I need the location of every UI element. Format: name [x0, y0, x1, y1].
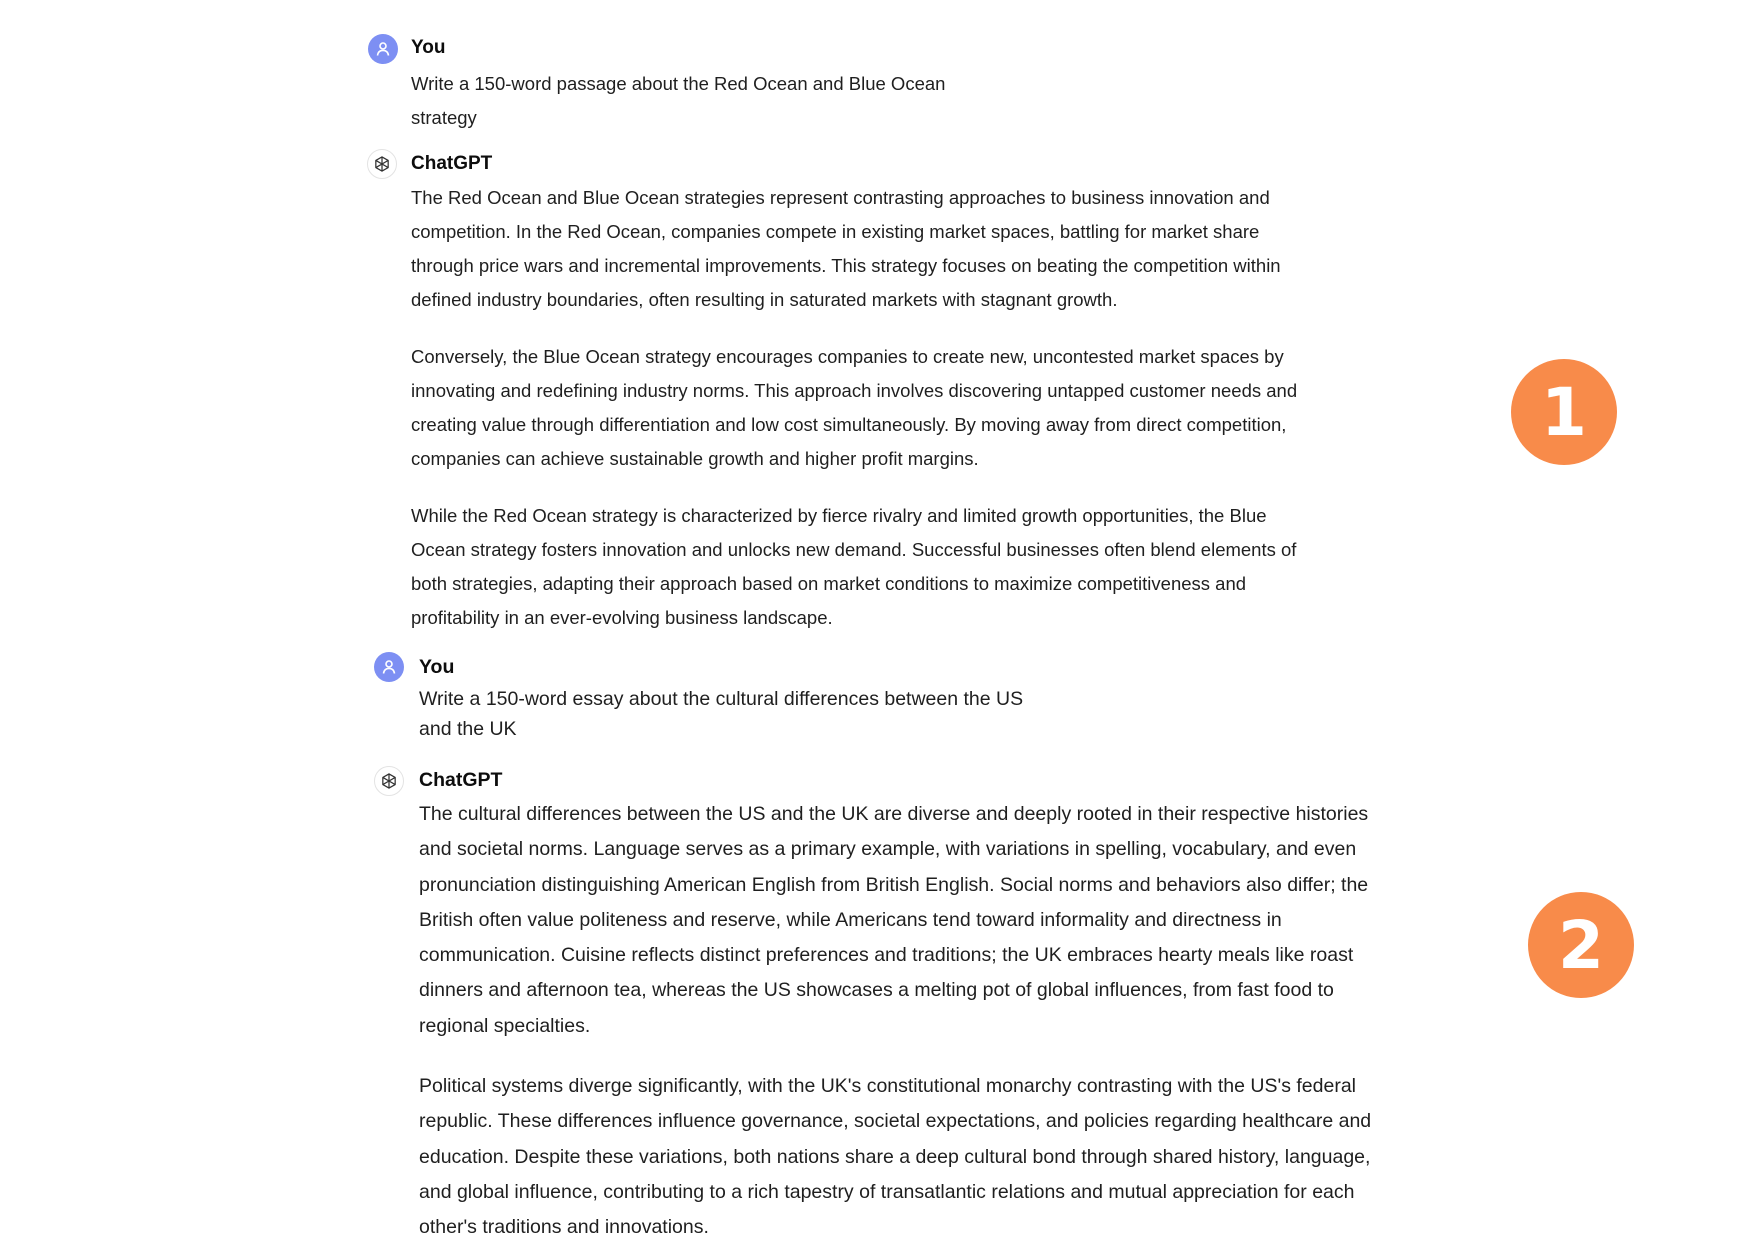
assistant-avatar: [374, 766, 404, 796]
openai-logo-icon: [379, 771, 399, 791]
message-text: [419, 684, 1029, 744]
annotation-marker-2: 2: [1528, 892, 1634, 998]
assistant-avatar: [367, 149, 397, 179]
message-author: ChatGPT: [411, 153, 493, 174]
paragraph: Write a 150-word essay about the cultural differences between the US and the UK: [419, 688, 1024, 740]
paragraph: While the Red Ocean strategy is characterized by fierce rivalry and limited growth opportunities, the Blue Ocean strategy fosters innovation and unlocks new demand. Successful businesses often blend elements of both strategies, adapting their approach based on market conditions to maximize competitiveness and profitability in an ever-evolving business landscape.: [411, 505, 1297, 628]
message-author: You: [419, 656, 455, 678]
user-avatar: [374, 652, 404, 682]
person-icon: [375, 41, 391, 57]
paragraph: Write a 150-word passage about the Red Ocean and Blue Ocean strategy: [411, 73, 946, 128]
paragraph: The Red Ocean and Blue Ocean strategies represent contrasting approaches to business innovation and competition. In the Red Ocean, companies compete in existing market spaces, battling for market share through price wars and incremental improvements. This strategy focuses on beating the competition within defined industry boundaries, often resulting in saturated markets with stagnant growth.: [411, 187, 1281, 310]
openai-logo-icon: [372, 154, 392, 174]
paragraph: Political systems diverge significantly, with the UK's constitutional monarchy contrasting with the US's federal republic. These differences influence governance, societal expectations, and policies regarding healthcare and education. Despite these variations, both nations share a deep cultural bond through shared history, language, and global influence, contributing to a rich tapestry of transatlantic relations and mutual appreciation for each other's traditions and innovations.: [419, 1075, 1372, 1239]
message-text: [419, 797, 1374, 1246]
paragraph: The cultural differences between the US and the UK are diverse and deeply rooted in their respective histories and societal norms. Language serves as a primary example, with variations in spelling, vocabulary, and even pronunciation distinguishing American English from British English. Social norms and behaviors also differ; the British often value politeness and reserve, while Americans tend toward informality and directness in communication. Cuisine reflects distinct preferences and traditions; the UK embraces hearty meals like roast dinners and afternoon tea, whereas the US showcases a melting pot of global influences, from fast food to regional specialties.: [419, 803, 1369, 1037]
annotation-marker-1: 1: [1511, 359, 1617, 465]
paragraph: Conversely, the Blue Ocean strategy encourages companies to create new, uncontested market spaces by innovating and redefining industry norms. This approach involves discovering untapped customer needs and creating value through differentiation and low cost simultaneously. By moving away from direct competition, companies can achieve sustainable growth and higher profit margins.: [411, 346, 1298, 469]
message-author: You: [411, 37, 446, 58]
message-text: [411, 67, 971, 135]
person-icon: [381, 659, 397, 675]
message-text: [411, 181, 1326, 635]
user-avatar: [368, 34, 398, 64]
message-author: ChatGPT: [419, 769, 503, 791]
